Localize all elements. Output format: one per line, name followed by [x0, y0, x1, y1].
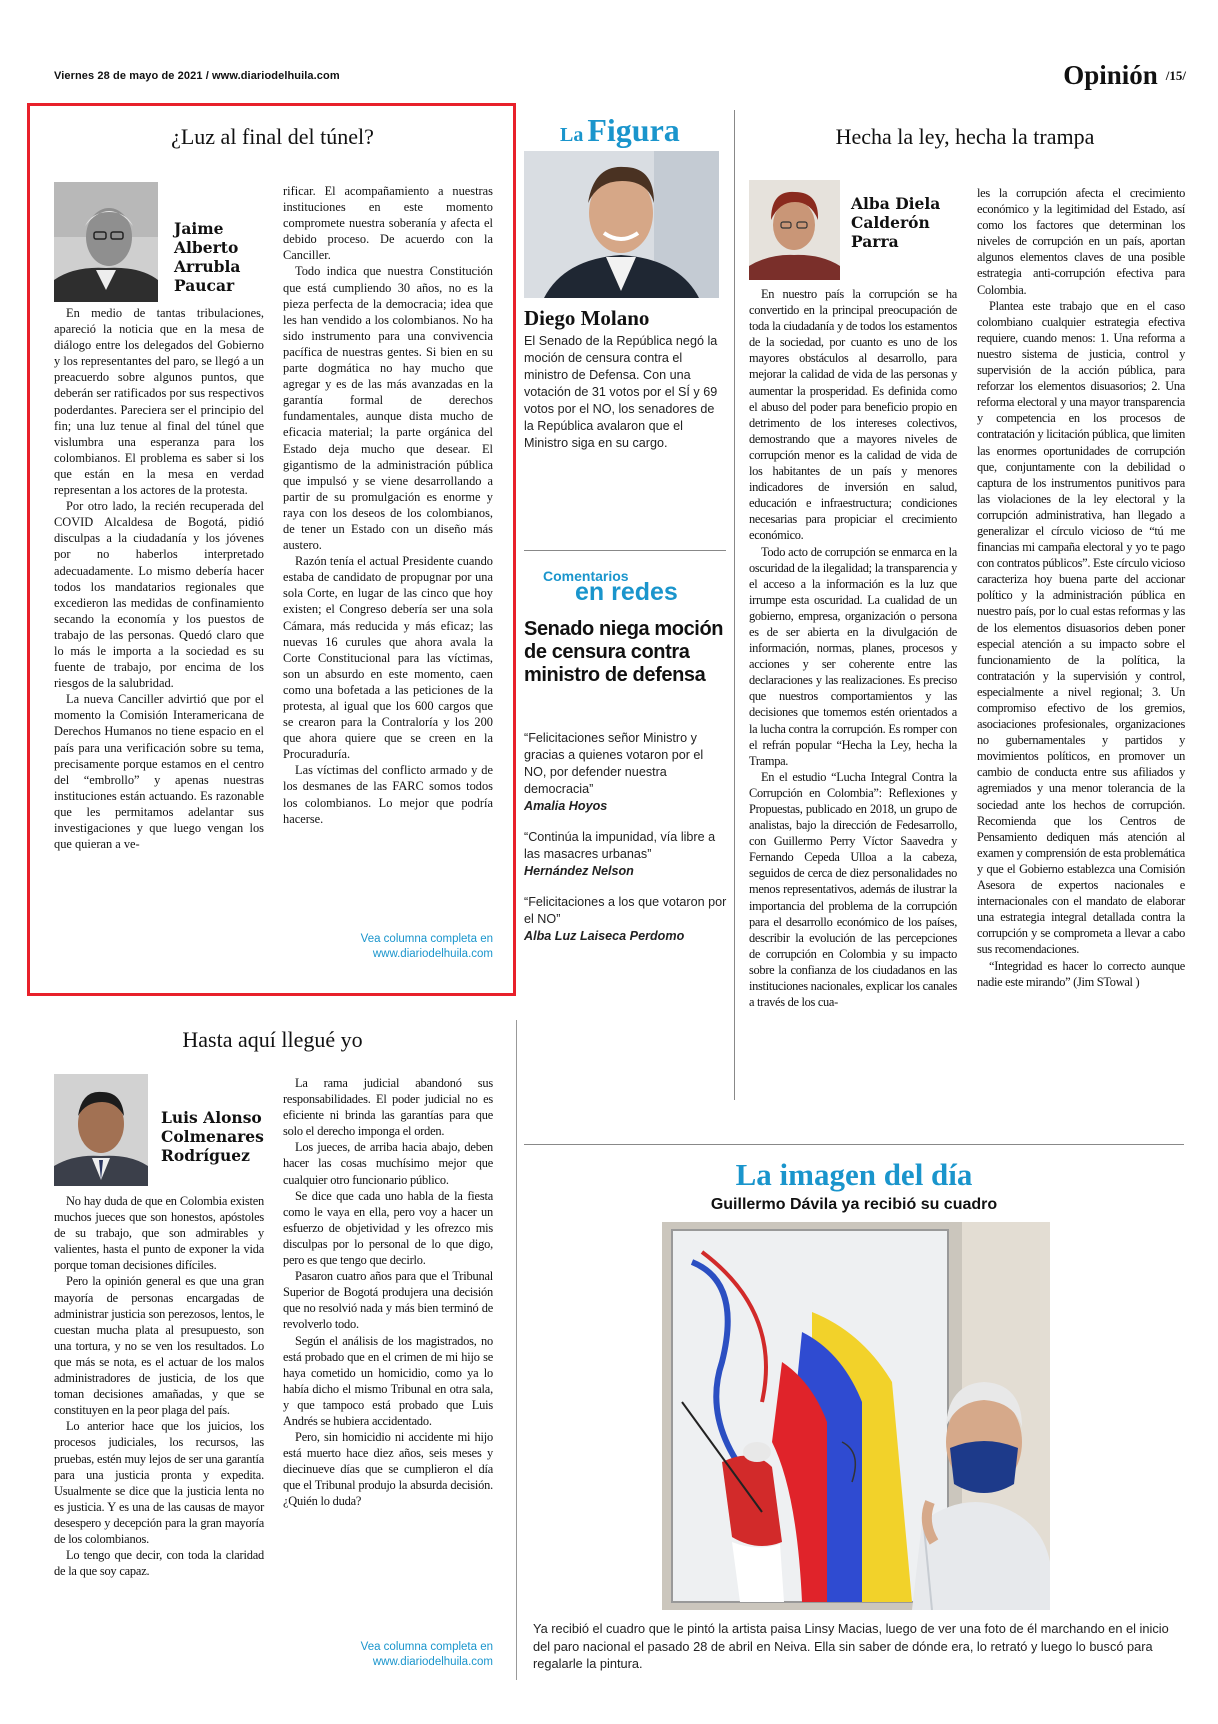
comment-text: “Felicitaciones a los que votaron por el NO”: [524, 895, 727, 926]
paragraph: Lo anterior hace que los juicios, los procesos judiciales, los recursos, las pruebas, estén muy lejos de ser una garantía para una justicia pronta y expedita. Usualmente se dice que la justicia lenta no es justicia. Y es una de las causas de mayor desespero y decepción para la gran mayoría de los colombianos.: [54, 1419, 264, 1546]
article3-more-link[interactable]: [283, 1640, 493, 1670]
masthead-section: [1063, 60, 1186, 91]
paragraph: En medio de tantas tribulaciones, apareció la noticia que en la mesa de diálogo entre los delegados del Gobierno y los representantes del paro, se llegó a un preacuerdo sobre algunos puntos, que deberán ser ratificados por sus respectivos poderdantes. Pareciera ser el principio del fin; una luz tenue al final del túnel que vislumbra una esperanza para los colombianos. El problema es saber si los que están en la mesa en verdad representan a los actores de la protesta.: [54, 306, 264, 498]
paragraph: Pero la opinión general es que una gran mayoría de personas encargadas de administrar justicia son perezosos, lentos, le cuestan mucha plata al presupuesto, son una tortura, y no se ven los resultados. Lo que más se nota, es el actuar de los malos administradores de justicia, de los que toman decisiones amañadas, y que se constituyen en la peor plaga del país.: [54, 1274, 264, 1418]
author-photo-arrubla: [54, 182, 158, 302]
figura-name: Diego Molano: [524, 306, 650, 330]
paragraph: La rama judicial abandonó sus responsabilidades. El poder judicial no es eficiente ni brinda las garantías para que solo el derecho imponga el orden.: [283, 1076, 493, 1139]
section-title: Opinión: [1063, 60, 1158, 90]
author-line: Jaime: [174, 219, 224, 238]
article3-title: Hasta aquí llegué yo: [182, 1027, 363, 1052]
article2-column2: [977, 185, 1185, 990]
imagen-caption: Ya recibió el cuadro que le pintó la artista paisa Linsy Macias, luego de ver una foto de él marchando en el inicio del paro nacional el pasado 28 de abril en Neiva. Ella sin saber de dónde era, lo retrató y luego lo buscó para regalarle la pintura.: [533, 1621, 1169, 1671]
paragraph: Todo indica que nuestra Constitución que está cumpliendo 30 años, no es la pieza perfecta de la democracia; idea que les han vendido a los colombianos. No ha sido instrumento para una convivencia pacífica de nuestras gentes. Si bien en su parte dogmática no hay mucho que agregar y es de las más avanzadas en la garantía formal de derechos fundamentales, aunque dista mucho de eficacia material; la parte orgánica del Estado deja mucho que desear. El gigantismo de la administración pública que impulsó y se viene desarrollando a partir de su promulgación es enorme y raya con los deseos de los colombianos, de tener un Estado con un diseño más austero.: [283, 264, 493, 553]
article3-column1: [54, 1193, 264, 1579]
link-text: Vea columna completa en: [360, 1641, 493, 1653]
paragraph: “Integridad es hacer lo correcto aunque nadie este mirando” (Jim STowal ): [977, 958, 1185, 989]
paragraph: rificar. El acompañamiento a nuestras instituciones en este momento compromete nuestra soberanía y afecta el debido proceso. De acuerdo con la Canciller.: [283, 184, 493, 263]
author-line: Rodríguez: [161, 1146, 250, 1165]
paragraph: Plantea este trabajo que en el caso colombiano cualquier estrategia efectiva requiere, cuando menos: 1. Una reforma a nuestro sistema de justicia, control y supervisión de la acción pública, para reforzar los elementos disuasorios; 2. Una reforma electoral y una mayor transparencia y competencia en los procesos de contratación y licitación pública, que limiten las enormes oportunidades de corrupción que, conjuntamente con la debilidad o captura de los instrumentos punitivos para las violaciones de la ley electoral y la corrupción administrativa, han llegado a generalizar el círculo vicioso de “tú me financias mi campaña electoral y yo te pago con contratos públicos”. Este círculo vicioso caracteriza hoy buena parte del accionar político y la administración pública en nuestro país, por lo cual estas reformas y las de los elementos disuasorios deben poner especial atención a su impacto sobre el funcionamiento de la política, la contratación y la supervisión y control, especialmente a nivel regional; 3. Un compromiso efectivo de los gremios, asociaciones profesionales, organizaciones no gubernamentales y partidos y movimientos políticos, en promover un cambio de conducta entre sus afiliados y agremiados y una menor tolerancia de la sociedad ante los hechos de corrupción. Recomienda que los Centros de Pensamiento dediquen más atención al examen y comprensión de esta problemática y que el Gobierno establezca una Comisión Asesora de expertos nacionales e internacionales con el mandato de elaborar una estrategia integral detallada contra la corrupción y se comprometa a llevar a cabo sus recomendaciones.: [977, 298, 1185, 957]
author-line: Alberto: [174, 238, 239, 257]
author-photo-calderon: [749, 180, 840, 280]
article2-title: Hecha la ley, hecha la trampa: [835, 124, 1095, 149]
divider: [524, 1144, 1184, 1145]
article3-author: [161, 1108, 281, 1165]
column-divider: [734, 110, 735, 1100]
article2-column1: [749, 286, 957, 1010]
author-line: Alba Diela: [851, 194, 941, 213]
article1-column1: [54, 305, 264, 852]
paragraph: Los jueces, de arriba hacia abajo, deben hacer las cosas muchísimo mejor que cualquier otro funcionario público.: [283, 1140, 493, 1187]
paragraph: Todo acto de corrupción se enmarca en la oscuridad de la ilegalidad; la transparencia y el acceso a la información es la luz que irrumpe esta oscuridad. La cualidad de un gobierno, empresa, organización o persona es de ser abierta en la divulgación de información, normas, planes, procesos y acciones y ser coherente entre las declaraciones y las realizaciones. Es preciso que nuestros comportamientos y las decisiones que tomemos estén orientados a la lucha contra la corrupción. Es romper con el refrán popular “Hecha la Ley, hecha la Trampa.: [749, 544, 957, 768]
redes-label-big: en redes: [575, 578, 678, 606]
comment-text: “Continúa la impunidad, vía libre a las masacres urbanas”: [524, 830, 716, 861]
imagen-title: La imagen del día: [735, 1157, 973, 1192]
paragraph: les la corrupción afecta el crecimiento económico y la legitimidad del Estado, así como los factores que determinan los niveles de corrupción en un país, aportan algunos elementos claves de una posible estrategia anti-corrupción efectiva para Colombia.: [977, 186, 1185, 297]
author-line: Parra: [851, 232, 899, 251]
paragraph: Razón tenía el actual Presidente cuando estaba de candidato de propugnar por una sola Corte, en lugar de las cinco que hoy existen; el Congreso debería ser una sola Cámara, más reducida y más eficaz; las nuevas 16 curules que ahora avala la Corte Constitucional para las víctimas, son un absurdo en este momento, caen como una bofetada a las peticiones de la protesta, al igual que los 600 cargos que se crearon para la Contraloría y los 200 que ahora quiere que se creen en la Procuraduría.: [283, 554, 493, 762]
author-line: Calderón: [851, 213, 930, 232]
paragraph: Las víctimas del conflicto armado y de los desmanes de las FARC somos todos los colombianos. Lo mejor que podría hacerse.: [283, 763, 493, 826]
comment-text: “Felicitaciones señor Ministro y gracias a quienes votaron por el NO, por defender nuestra democracia”: [524, 731, 704, 796]
link-text: Vea columna completa en: [360, 933, 493, 945]
article1-more-link[interactable]: [283, 932, 493, 962]
masthead-date-url: Viernes 28 de mayo de 2021 / www.diariodelhuila.com: [54, 70, 340, 82]
paragraph: La nueva Canciller advirtió que por el momento la Comisión Interamericana de Derechos Humanos no tiene espacio en el país para una verificación sobre su tema, precisamente porque estamos en el centro del “embrollo” y apenas nuestras instituciones están actuando. Es razonable que les permitamos adelantar sus investigaciones y que luego vengan los que quieran a ve-: [54, 692, 264, 852]
imagen-photo: [662, 1222, 1050, 1610]
comment-author: Amalia Hoyos: [524, 799, 608, 813]
article3-column2: [283, 1075, 493, 1510]
paragraph: No hay duda de que en Colombia existen muchos jueces que son honestos, apóstoles de su trabajo, que son admirables y valientes, hasta el punto de exponer la vida porque toman decisiones difíciles.: [54, 1194, 264, 1273]
figura-text: El Senado de la República negó la moción de censura contra el ministro de Defensa. Con una votación de 31 votos por el SÍ y 69 votos por el NO, los senadores de la República avalaron que el Ministro siga en su cargo.: [524, 334, 718, 450]
article1-title: ¿Luz al final del túnel?: [171, 124, 374, 149]
author-line: Arrubla: [174, 257, 241, 276]
paragraph: Pero, sin homicidio ni accidente mi hijo está muerto hace diez años, seis meses y diecinueve días que se cumplieron el día que el Tribunal produjo la absurda decisión. ¿Quién lo duda?: [283, 1430, 493, 1509]
link-url[interactable]: www.diariodelhuila.com: [372, 1656, 493, 1668]
comment-author: Hernández Nelson: [524, 864, 634, 878]
paragraph: Según el análisis de los magistrados, no está probado que en el crimen de mi hijo se haya cometido un homicidio, como ya lo había dicho el mismo Tribunal en otra sala, y que tampoco está probado que Luis Andrés se hubiera accidentado.: [283, 1333, 493, 1428]
figura-photo: [524, 151, 719, 298]
figura-label-big: Figura: [587, 112, 680, 148]
column-divider: [516, 1020, 517, 1680]
author-photo-colmenares: [54, 1074, 148, 1186]
author-line: Luis Alonso: [161, 1108, 262, 1127]
paragraph: Lo tengo que decir, con toda la claridad de la que soy capaz.: [54, 1548, 264, 1579]
figura-label: [560, 112, 680, 149]
author-line: Colmenares: [161, 1127, 264, 1146]
figura-label-small: La: [560, 124, 584, 146]
comment-author: Alba Luz Laiseca Perdomo: [524, 929, 685, 943]
paragraph: En el estudio “Lucha Integral Contra la Corrupción en Colombia”: Reflexiones y Propuestas, publicado en 2018, un grupo de analistas, bajo la dirección de Fedesarrollo, con Guillermo Perry Víctor Saavedra y Fernando Cepeda Ulloa a la cabeza, seguidos de cerca de diez personalidades no menos representativos, además de ilustrar la importancia del problema de la corrupción para el desarrollo económico de los países, describir la evolución de las percepciones de corrupción en Colombia y su impacto sobre la confianza de los ciudadanos en las instituciones nacionales, explicar los canales a través de los cua-: [749, 769, 957, 1010]
redes-comments: [524, 730, 728, 945]
paragraph: En nuestro país la corrupción se ha convertido en la principal preocupación de toda la ciudadanía y de todos los estamentos de la sociedad, por cuanto es uno de los mayores obstáculos al desarrollo, para mejorar la calidad de vida de las personas y aumentar la prosperidad. Es definida como el abuso del poder para beneficio propio en detrimento de los intereses colectivos, demostrando que a mayores niveles de corrupción menor es la calidad de vida de los habitantes de un país y menores indicadores de inversión en salud, educación e infraestructura; condiciones necesarias para propiciar el crecimiento económico.: [749, 287, 957, 543]
page-number: /15/: [1165, 68, 1186, 83]
article2-author: [851, 194, 961, 251]
paragraph: Pasaron cuatro años para que el Tribunal Superior de Bogotá produjera una decisión que no resolvió nada y más bien terminó de revolverlo todo.: [283, 1269, 493, 1332]
link-url[interactable]: www.diariodelhuila.com: [372, 948, 493, 960]
article1-column2: [283, 183, 493, 827]
paragraph: Se dice que cada uno habla de la fiesta como le vaya en ella, pero voy a hacer un esfuerzo de objetividad y les ofrezco mis disculpas por lo personal de lo que digo, pero es que tengo que decirlo.: [283, 1188, 493, 1268]
imagen-subtitle: Guillermo Dávila ya recibió su cuadro: [710, 1196, 998, 1213]
author-line: Paucar: [174, 276, 235, 295]
redes-headline: Senado niega moción de censura contra ministro de defensa: [524, 618, 724, 686]
paragraph: Por otro lado, la recién recuperada del COVID Alcaldesa de Bogotá, pidió disculpas a la ciudadanía y los jóvenes por no haberlos interpretado adecuadamente. Lo mismo debería hacer todos los mandatarios regionales que excedieron las medidas de confinamiento secando la economía y los puestos de trabajo de las personas. Quedó claro que lo más le importa a la sociedad es su fuente de trabajo, por encima de los riesgos de la salubridad.: [54, 499, 264, 691]
divider: [524, 550, 726, 551]
article1-author: [174, 219, 264, 295]
redes-label-small: Comentarios: [543, 568, 629, 584]
